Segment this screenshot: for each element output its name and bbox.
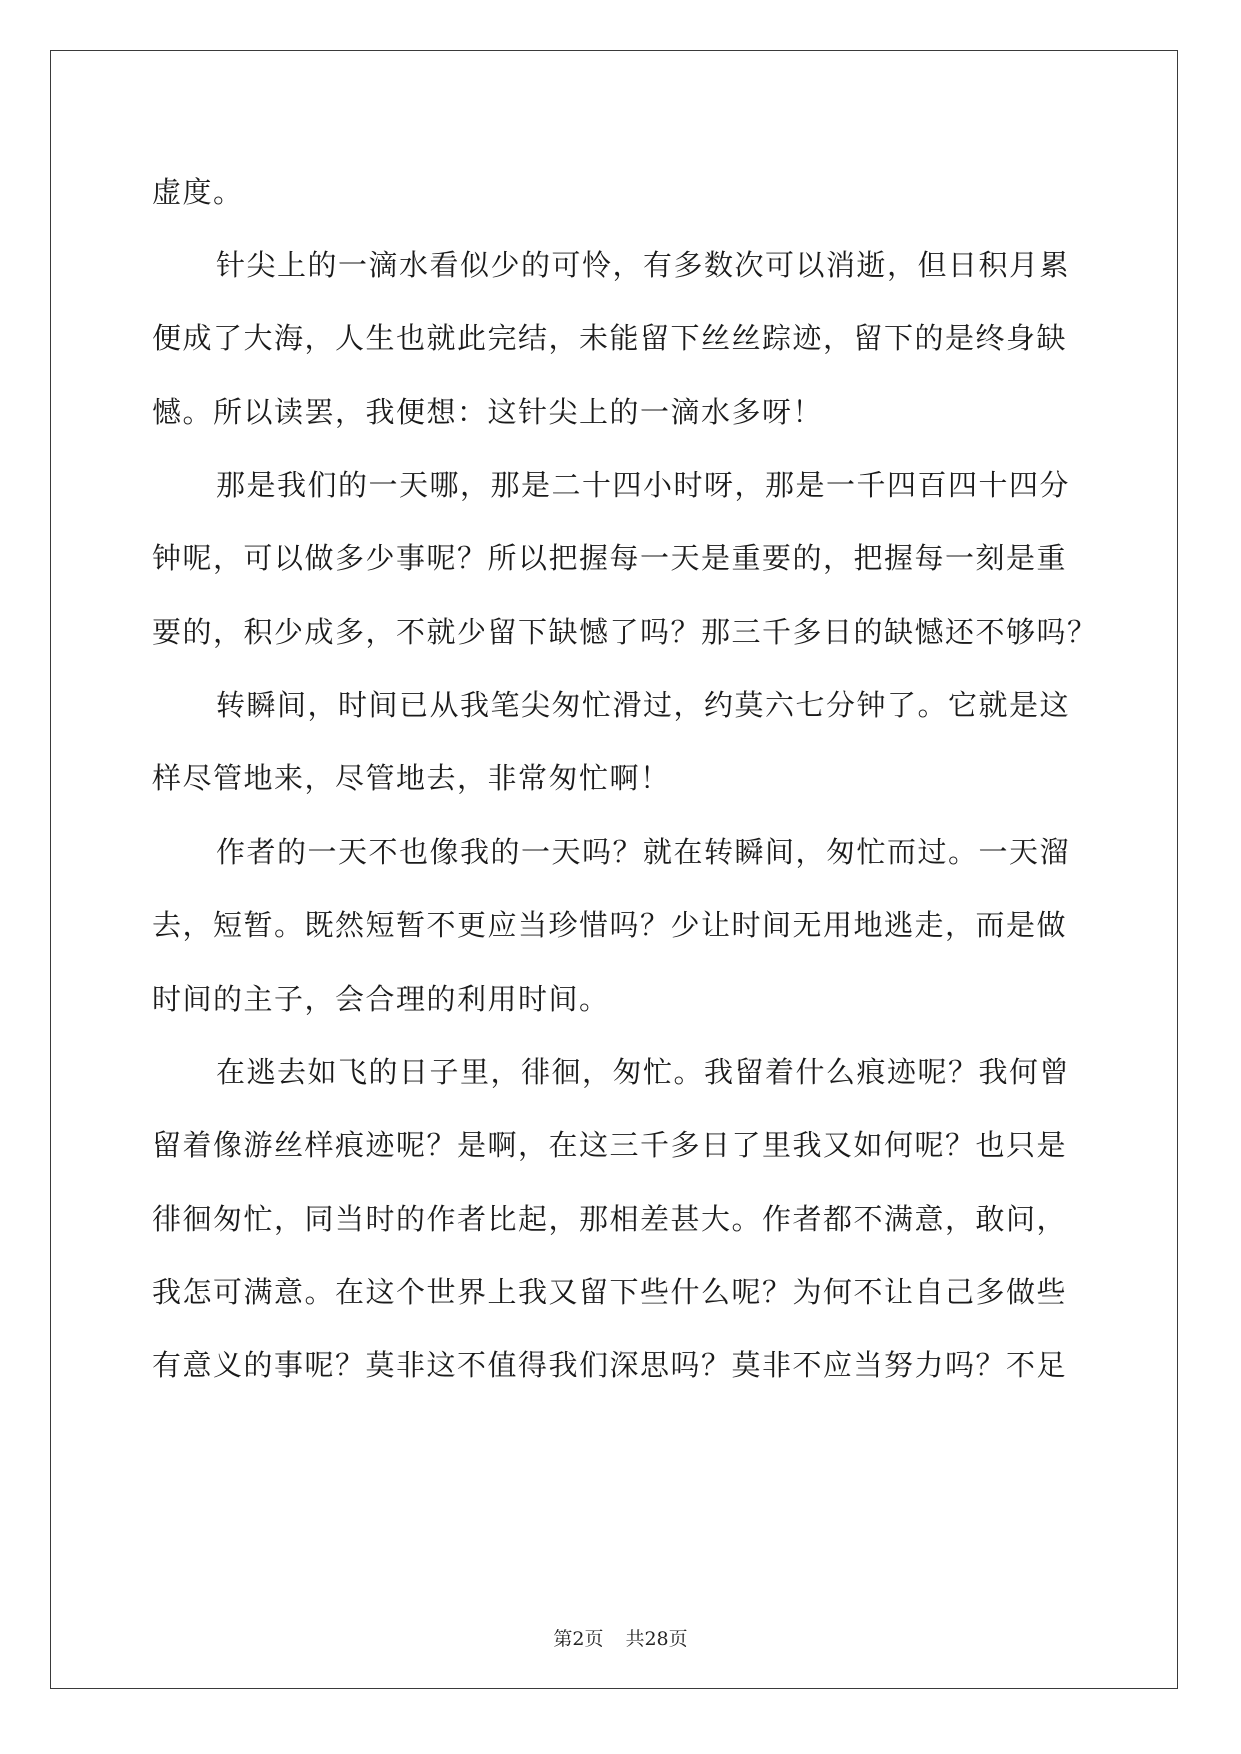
text-line: 留着像游丝样痕迹呢？是啊，在这三千多日了里我又如何呢？也只是 <box>152 1128 1068 1162</box>
text-line: 便成了大海，人生也就此完结，未能留下丝丝踪迹，留下的是终身缺 <box>152 321 1068 355</box>
text-line: 作者的一天不也像我的一天吗？就在转瞬间，匆忙而过。一天溜 <box>216 835 1071 869</box>
page-number: 第2页 <box>553 1628 604 1650</box>
text-line: 虚度。 <box>152 175 244 209</box>
text-line: 样尽管地来，尽管地去，非常匆忙啊！ <box>152 761 671 795</box>
page-footer <box>0 1627 1241 1651</box>
text-line: 我怎可满意。在这个世界上我又留下些什么呢？为何不让自己多做些 <box>152 1275 1068 1309</box>
page-total: 共28页 <box>625 1628 688 1650</box>
text-line: 时间的主子，会合理的利用时间。 <box>152 982 610 1016</box>
text-line: 转瞬间，时间已从我笔尖匆忙滑过，约莫六七分钟了。它就是这 <box>216 688 1071 722</box>
text-line: 徘徊匆忙，同当时的作者比起，那相差甚大。作者都不满意，敢问， <box>152 1202 1068 1236</box>
text-line: 在逃去如飞的日子里，徘徊，匆忙。我留着什么痕迹呢？我何曾 <box>216 1055 1071 1089</box>
text-line: 去，短暂。既然短暂不更应当珍惜吗？少让时间无用地逃走，而是做 <box>152 908 1068 942</box>
text-line: 要的，积少成多，不就少留下缺憾了吗？那三千多日的缺憾还不够吗？ <box>152 615 1098 649</box>
text-line: 钟呢，可以做多少事呢？所以把握每一天是重要的，把握每一刻是重 <box>152 541 1068 575</box>
text-line: 有意义的事呢？莫非这不值得我们深思吗？莫非不应当努力吗？不足 <box>152 1348 1068 1382</box>
text-line: 那是我们的一天哪，那是二十四小时呀，那是一千四百四十四分 <box>216 468 1071 502</box>
text-line: 憾。所以读罢，我便想：这针尖上的一滴水多呀！ <box>152 395 824 429</box>
text-line: 针尖上的一滴水看似少的可怜，有多数次可以消逝，但日积月累 <box>216 248 1071 282</box>
